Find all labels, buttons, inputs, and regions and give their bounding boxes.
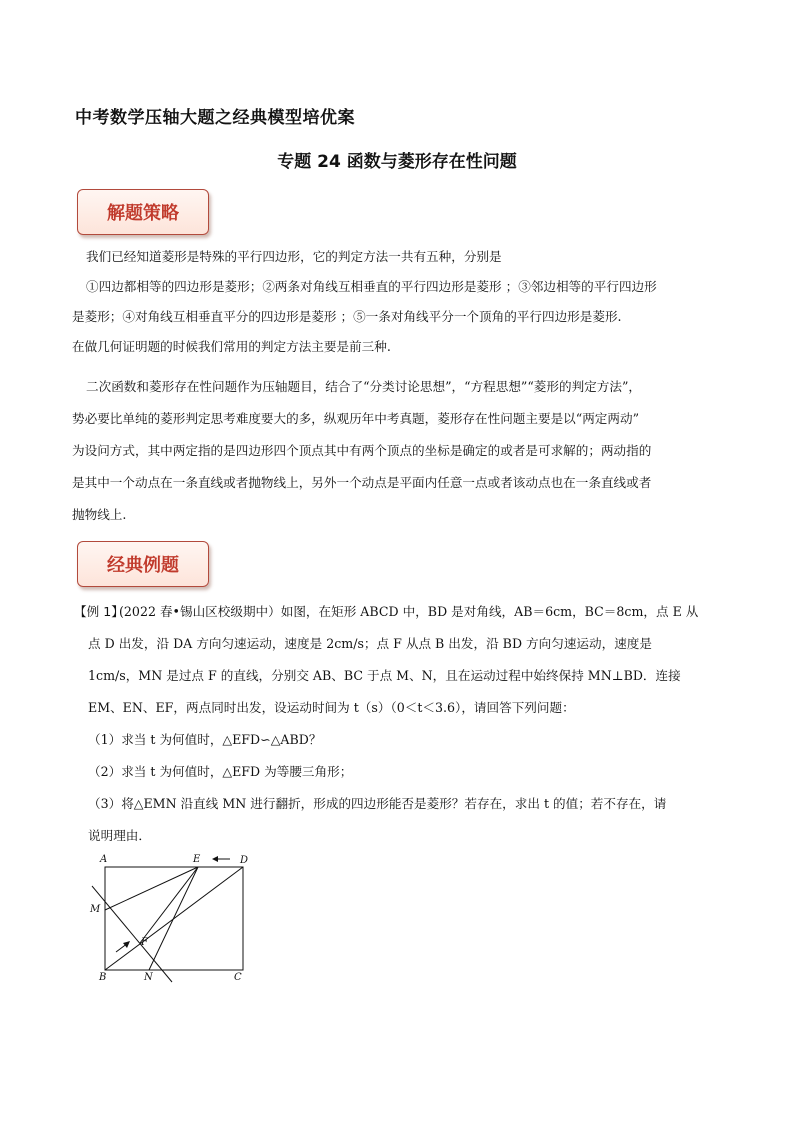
example-line: EM、EN、EF，两点同时出发，设运动时间为 t（s）（0＜t＜3.6），请回答下列问题： <box>88 700 575 715</box>
strategy-line: 我们已经知道菱形是特殊的平行四边形，它的判定方法一共有五种，分别是 <box>86 249 502 264</box>
example-line: (2022 春•锡山区校级期中）如图，在矩形 ABCD 中，BD 是对角线，AB＝6cm，BC＝8cm，点 E 从 <box>119 604 699 619</box>
arrowhead-e <box>212 856 218 862</box>
strategy-line: 二次函数和菱形存在性问题作为压轴题目，结合了“分类讨论思想”，“方程思想”“菱形的判定方法”， <box>86 379 641 394</box>
example-line: 1cm/s，MN 是过点 F 的直线，分别交 AB、BC 于点 M、N，且在运动过程中始终保持 MN⊥BD．连接 <box>88 668 681 683</box>
segment-ef <box>140 867 198 943</box>
example-label: 【例 1】 <box>74 604 124 619</box>
example-question: 说明理由． <box>88 828 151 843</box>
series-title: 中考数学压轴大题之经典模型培优案 <box>75 108 355 128</box>
arrowhead-f <box>123 941 130 948</box>
point-label-f: F <box>141 937 148 948</box>
strategy-line: 在做几何证明题的时候我们常用的判定方法主要是前三种. <box>72 339 391 354</box>
point-label-d: D <box>240 855 249 866</box>
strategy-line: 抛物线上. <box>72 507 127 522</box>
point-label-a: A <box>100 854 108 865</box>
example-question: （3）将△EMN 沿直线 MN 进行翻折，形成的四边形能否是菱形？若存在，求出 t 的值；若不存在，请 <box>88 796 667 811</box>
point-label-b: B <box>99 972 107 983</box>
geometry-figure <box>80 848 270 998</box>
segment-em <box>105 867 198 910</box>
point-label-c: C <box>234 972 242 983</box>
strategy-line: 是其中一个动点在一条直线或者抛物线上，另外一个动点是平面内任意一点或者该动点也在一条直线或者 <box>72 475 652 490</box>
line-mn <box>92 886 172 982</box>
point-label-e: E <box>193 854 201 865</box>
topic-title: 专题 24 函数与菱形存在性问题 <box>277 152 517 172</box>
point-label-n: N <box>144 972 153 983</box>
example-line: 点 D 出发，沿 DA 方向匀速运动，速度是 2cm/s；点 F 从点 B 出发，沿 BD 方向匀速运动，速度是 <box>88 636 652 651</box>
strategy-line: ①四边都相等的四边形是菱形；②两条对角线互相垂直的平行四边形是菱形 ；③邻边相等的平行四边形 <box>86 279 657 294</box>
strategy-line: 为设问方式，其中两定指的是四边形四个顶点其中有两个顶点的坐标是确定的或者是可求解的；两动指的 <box>72 443 652 458</box>
strategy-line: 势必要比单纯的菱形判定思考难度要大的多，纵观历年中考真题，菱形存在性问题主要是以“两定两动” <box>72 411 640 426</box>
strategy-label-text: 解题策略 <box>107 203 179 224</box>
point-label-m: M <box>90 904 101 915</box>
segment-en <box>149 867 198 970</box>
example-question: （1）求当 t 为何值时，△EFD∽△ABD？ <box>88 732 322 747</box>
examples-section-label <box>77 541 209 587</box>
examples-label-text: 经典例题 <box>107 555 179 576</box>
strategy-section-label <box>77 189 209 235</box>
strategy-line: 是菱形；④对角线互相垂直平分的四边形是菱形 ；⑤一条对角线平分一个顶角的平行四边形是菱形. <box>72 309 622 324</box>
example-question: （2）求当 t 为何值时，△EFD 为等腰三角形； <box>88 764 353 779</box>
